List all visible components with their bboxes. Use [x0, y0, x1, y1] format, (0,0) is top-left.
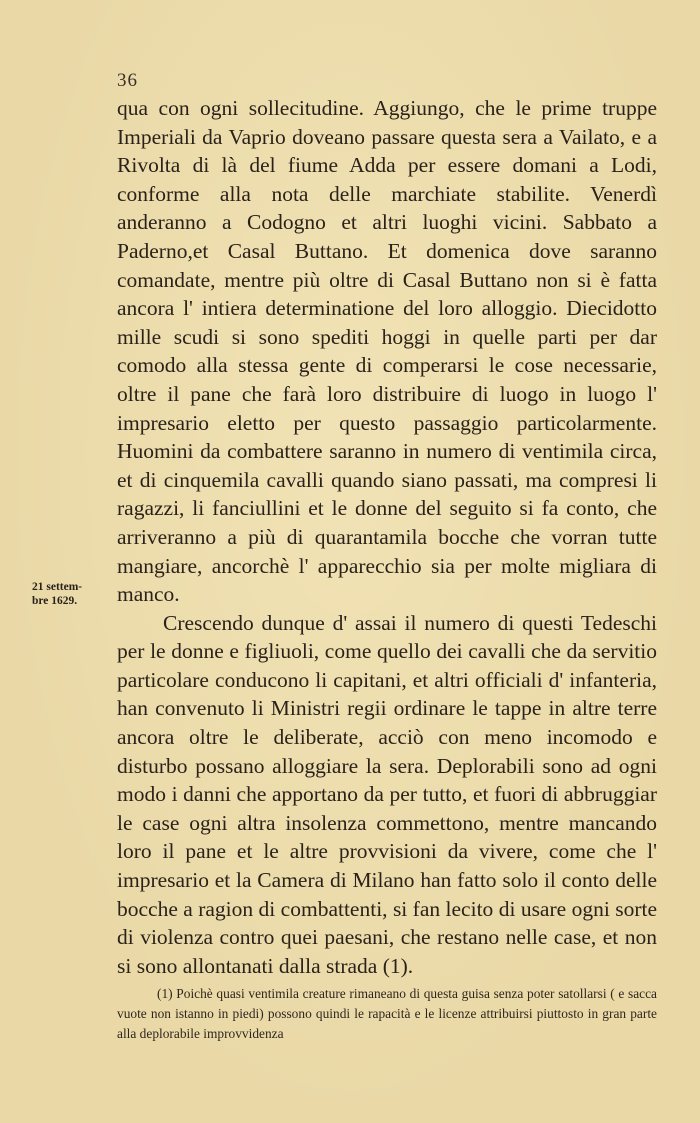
page-number: 36 — [117, 70, 138, 91]
footnote — [117, 984, 657, 1044]
paragraph-2: Crescendo dunque d' assai il numero di questi Tedeschi per le donne e figliuoli, come quello dei cavalli che da servitio particolare conducono li capitani, et altri officiali d' infanteria, han convenuto li Ministri regii ordinare le tappe in altre terre ancora oltre le deliberate, acciò con meno incomodo e disturbo possano alloggiare la sera. Deplorabili sono ad ogni modo i danni che apportano da per tutto, et fuori di abbruggiar le case ogni altra insolenza commettono, mentre mancando loro il pane et le altre provvisioni da vivere, come che l' impresario et la Camera di Milano han fatto solo il conto delle bocche a ragion di combattenti, si fan lecito di usare ogni sorte di violenza contro quei paesani, che restano nelle case, et non si sono allontanati dalla strada (1). — [117, 610, 657, 978]
margin-date-line-1: 21 settem- — [32, 581, 83, 593]
main-text — [117, 94, 657, 980]
margin-date-line-2: bre 1629. — [32, 595, 78, 607]
margin-date-note — [32, 580, 112, 608]
footnote-text: (1) Poichè quasi ventimila creature rimaneano di questa guisa senza poter satollarsi ( e sacca vuote non istanno in piedi) possono quindi le rapacità e le licenze attribuirsi piuttosto in gran parte alla deplorabile improvvidenza — [117, 986, 657, 1041]
paragraph-1: qua con ogni sollecitudine. Aggiungo, che le prime truppe Imperiali da Vaprio doveano passare questa sera a Vailato, e a Rivolta di là del fiume Adda per essere domani a Lodi, conforme alla nota delle marchiate stabilite. Venerdì anderanno a Codogno et altri luoghi vicini. Sabbato a Paderno,et Casal Buttano. Et domenica dove saranno comandate, mentre più oltre di Casal Buttano non si è fatta ancora l' intiera determinatione del loro alloggio. Diecidotto mille scudi si sono spediti hoggi in quelle parti per dar comodo alla stessa gente di comperarsi le cose necessarie, oltre il pane che farà loro distribuire di luogo in luogo l' impresario eletto per questo passaggio particolarmente. Huomini da combattere saranno in numero di ventimila circa, et di cinquemila cavalli quando siano passati, ma compresi li ragazzi, li fanciullini et le donne del seguito si fa conto, che arriveranno a più di quarantamila bocche che vorran tutte mangiare, ancorchè l' apparecchio sia per molte migliara di manco. — [117, 96, 657, 607]
